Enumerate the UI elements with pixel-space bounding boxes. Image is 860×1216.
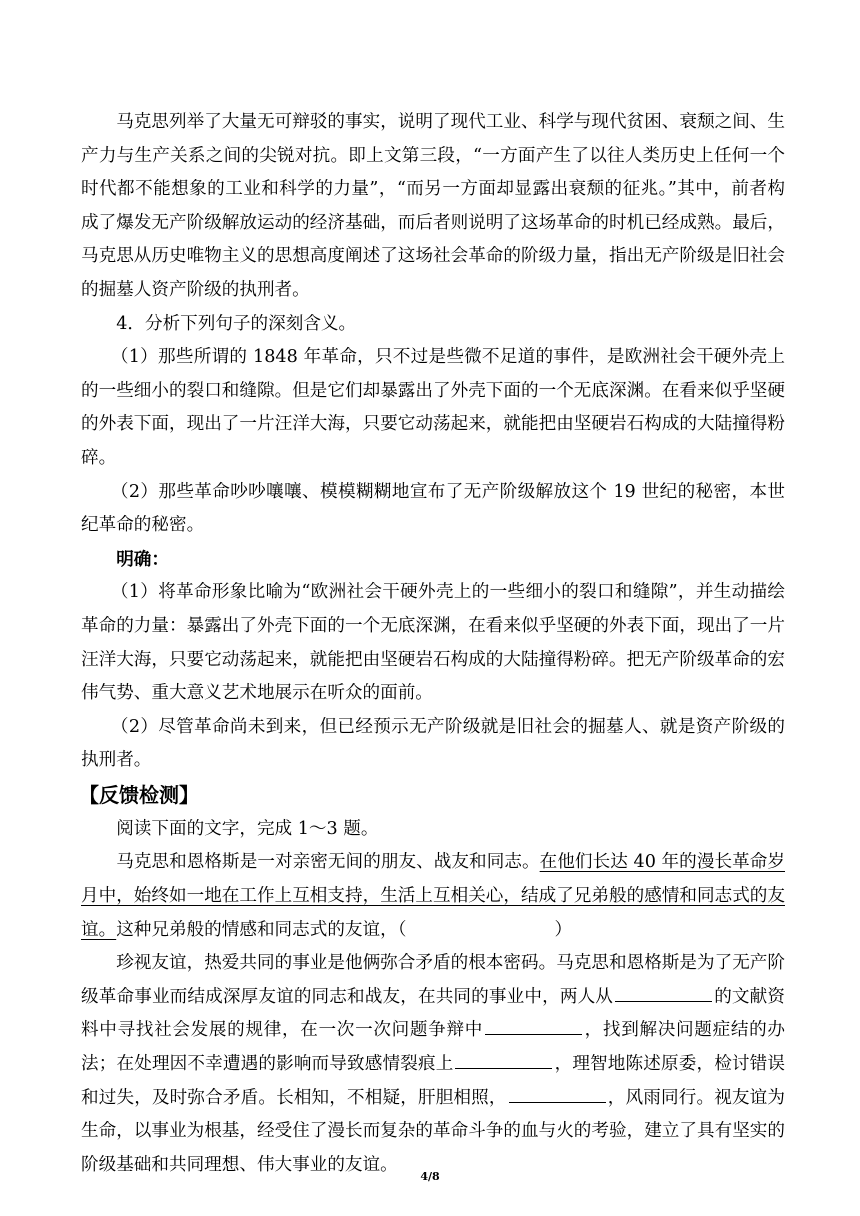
question-4-item-1: （1）那些所谓的 1848 年革命，只不过是些微不足道的事件，是欧洲社会干硬外壳上的一些细小的裂口和缝隙。但是它们却暴露出了外壳下面的一个无底深渊。在看来似乎坚硬的外表下面，现出了一片汪洋大海，只要它动荡起来，就能把由坚硬岩石构成的大陆撞得粉碎。 — [81, 347, 785, 468]
fill-blank-2[interactable] — [485, 1016, 582, 1035]
feedback-instruction: 阅读下面的文字，完成 1～3 题。 — [116, 818, 379, 839]
feedback-heading: 【反馈检测】 — [79, 782, 199, 807]
passage-p2-seg-2: 的文献资料中寻找社会发展的规律，在一次一次问题争辩中 — [81, 986, 785, 1041]
question-4-item-2: （2）那些革命吵吵嚷嚷、模模糊糊地宣布了无产阶级解放这个 19 世纪的秘密，本世纪革命的秘密。 — [81, 481, 785, 536]
passage-p2-seg-3: ，找到解决问题症结的办法；在处理因不幸遭遇的影响而导致感情裂痕上 — [81, 1020, 785, 1075]
question-4-title: 4．分析下列句子的深刻含义。 — [116, 313, 357, 334]
fill-blank-1[interactable] — [615, 983, 712, 1002]
passage-paragraph-1 — [81, 846, 785, 947]
fill-blank-3[interactable] — [455, 1050, 552, 1069]
passage-p1-question-end: ） — [554, 919, 573, 940]
passage-p2-seg-4: ，理智地陈述原委，检讨错误和过失，及时弥合矛盾。长相知，不相疑，肝胆相照， — [81, 1054, 785, 1108]
underlined-sentence: 在他们长达 40 年的漫长革命岁月中，始终如一地在工作上互相支持，生活上互相关心，结成了兄弟般的感情和同志式的友谊。 — [81, 852, 785, 940]
answer-item-2: （2）尽管革命尚未到来，但已经预示无产阶级就是旧社会的掘墓人、就是资产阶级的执刑者。 — [81, 716, 785, 771]
answer-label: 明确： — [116, 548, 169, 570]
passage-paragraph-2 — [81, 947, 785, 1182]
passage-p2-seg-1: 珍视友谊，热爱共同的事业是他俩弥合矛盾的根本密码。马克思和恩格斯是为了无产阶级革命事业而结成深厚友谊的同志和战友，在共同的事业中，两人从 — [81, 953, 785, 1007]
passage-p2-seg-5: ，风雨同行。视友谊为生命，以事业为根基，经受住了漫长而复杂的革命斗争的血与火的考验，建立了具有坚实的阶级基础和共同理想、伟大事业的友谊。 — [81, 1087, 785, 1175]
passage-p1-start: 马克思和恩格斯是一对亲密无间的朋友、战友和同志。 — [116, 852, 540, 873]
fill-blank-4[interactable] — [509, 1084, 606, 1103]
passage-p1-question-start: 这种兄弟般的情感和同志式的友谊，（ — [116, 919, 407, 940]
answer-item-1: （1）将革命形象比喻为“欧洲社会干硬外壳上的一些细小的裂口和缝隙”，并生动描绘革命的力量：暴露出了外壳下面的一个无底深渊，在看来似乎坚硬的外表下面，现出了一片汪洋大海，只要它动荡起来，就能把由坚硬岩石构成的大陆撞得粉碎。把无产阶级革命的宏伟气势、重大意义艺术地展示在听众的面前。 — [81, 582, 785, 704]
intro-paragraph: 马克思列举了大量无可辩驳的事实，说明了现代工业、科学与现代贫困、衰颓之间、生产力与生产关系之间的尖锐对抗。即上文第三段，“一方面产生了以往人类历史上任何一个时代都不能想象的工业和科学的力量”，“而另一方面却显露出衰颓的征兆。”其中，前者构成了爆发无产阶级解放运动的经济基础，而后者则说明了这场革命的时机已经成熟。最后，马克思从历史唯物主义的思想高度阐述了这场社会革命的阶级力量，指出无产阶级是旧社会的掘墓人资产阶级的执刑者。 — [81, 112, 785, 300]
document-page — [81, 106, 785, 1182]
page-number: 4/8 — [420, 1170, 440, 1183]
